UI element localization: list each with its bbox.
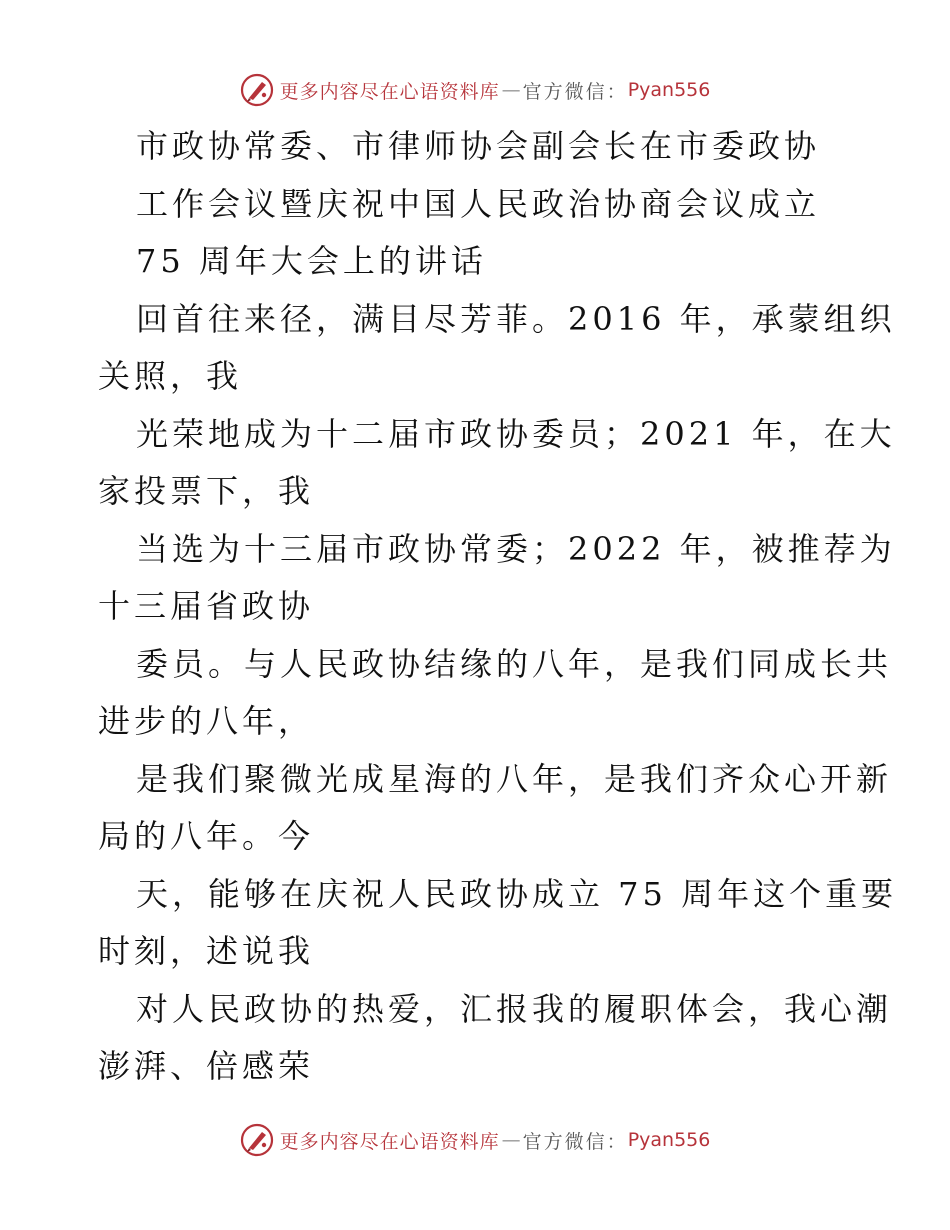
- text-line: 关照，我: [98, 357, 243, 395]
- text-line: 家投票下，我: [98, 472, 315, 510]
- text-line: 进步的八年，: [98, 702, 315, 740]
- text-line: 市政协常委、市律师协会副会长在市委政协: [136, 127, 821, 165]
- text-line: 时刻，述说我: [98, 932, 315, 970]
- page-header: [0, 70, 950, 110]
- text-line: 光荣地成为十二届市政协委员；2021 年，在大: [136, 414, 896, 453]
- footer-brand: 更多内容尽在心语资料库: [279, 1130, 500, 1153]
- text-line: 75 周年大会上的讲话: [136, 242, 487, 280]
- footer-handle: Pyan556: [627, 1129, 711, 1151]
- text-line: 十三届省政协: [98, 587, 315, 625]
- footer-official: 官方微信：: [522, 1130, 628, 1153]
- header-official: 官方微信：: [522, 80, 628, 103]
- text-line: 工作会议暨庆祝中国人民政治协商会议成立: [136, 184, 821, 223]
- text-line: 回首往来径，满目尽芳菲。2016 年，承蒙组织: [136, 299, 896, 338]
- text-line: 当选为十三届市政协常委；2022 年，被推荐为: [136, 529, 896, 568]
- text-line: 局的八年。今: [98, 817, 315, 855]
- text-line: 天，能够在庆祝人民政协成立 75 周年这个重要: [136, 874, 898, 913]
- quill-pen-icon: [240, 73, 274, 107]
- header-separator: —: [501, 79, 521, 101]
- text-line: 委员。与人民政协结缘的八年，是我们同成长共: [136, 644, 893, 683]
- text-line: 澎湃、倍感荣: [98, 1047, 315, 1085]
- quill-pen-icon: [240, 1123, 274, 1157]
- text-line: 是我们聚微光成星海的八年，是我们齐众心开新: [136, 759, 893, 798]
- header-handle: Pyan556: [627, 79, 711, 101]
- header-brand: 更多内容尽在心语资料库: [279, 80, 500, 103]
- document-body: [98, 118, 898, 1096]
- text-line: 对人民政协的热爱，汇报我的履职体会，我心潮: [136, 989, 893, 1028]
- footer-separator: —: [501, 1129, 521, 1151]
- page-footer: [0, 1120, 950, 1160]
